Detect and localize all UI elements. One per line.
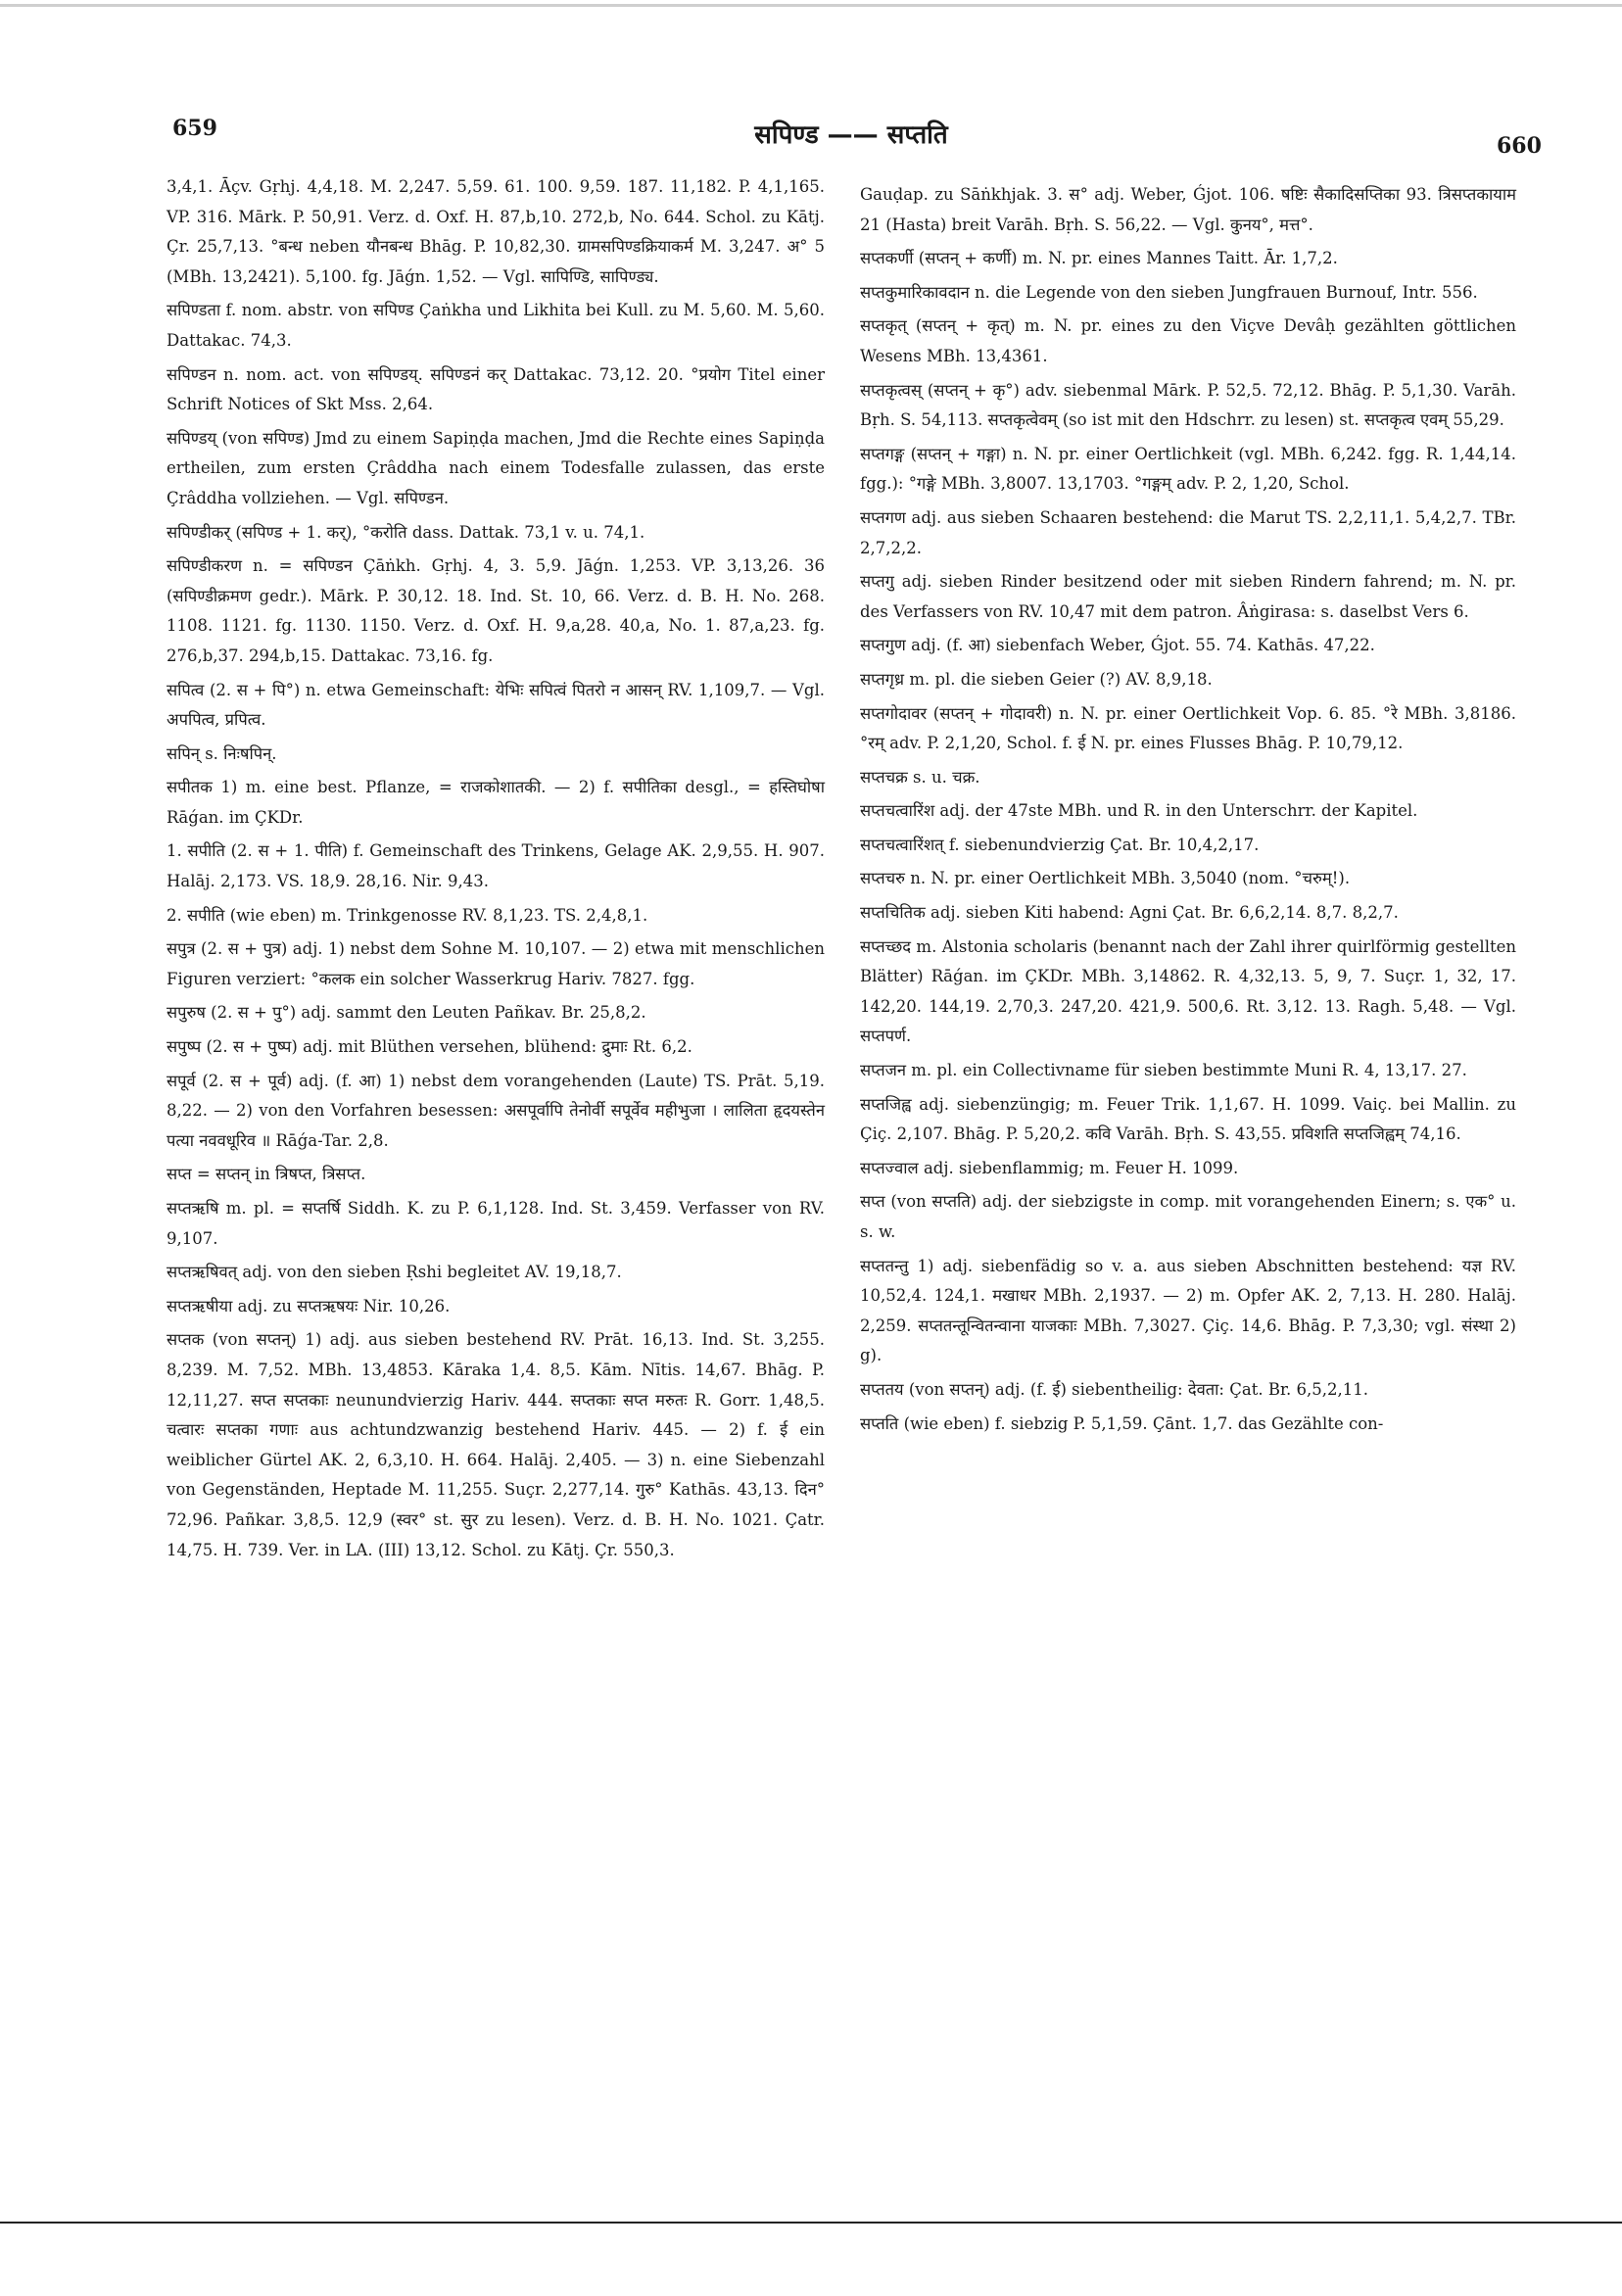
entry: सप्तगृध्र m. pl. die sieben Geier (?) AV. 8,9,18. (860, 669, 1213, 689)
entry: सपिण्डीकरण n. = सपिण्डन Çāṅkh. Gṛhj. 4, 3. 5,9. Jāǵn. 1,253. VP. 3,13,26. 36 (सपिण्डीक्रमण gedr.). Mārk. P. 30,12. 18. Ind. St. 10, 66. Verz. d. B. H. No. 268. 1108. 1121. fg. 1130. 1150. Verz. d. Oxf. H. 9,a,28. 40,a, No. 1. 87,a,23. fg. 276,b,37. 294,b,15. Dattakac. 73,16. fg. (167, 556, 825, 665)
entry: सप्तगु adj. sieben Rinder besitzend oder mit sieben Rindern fahrend; m. N. pr. des Verfassers von RV. 10,47 mit dem patron. Âṅgirasa: s. daselbst Vers 6. (860, 572, 1516, 621)
entry: सपिण्डन n. nom. act. von सपिण्डय्. सपिण्डनं कर् Dattakac. 73,12. 20. °प्रयोग Titel einer Schrift Notices of Skt Mss. 2,64. (167, 364, 825, 414)
entry: सप्तचत्वारिंश adj. der 47ste MBh. und R. in den Unterschrr. der Kapitel. (860, 801, 1418, 821)
top-rule (0, 4, 1622, 7)
entry: सप्तऋषिवत् adj. von den sieben Ṛshi begleitet AV. 19,18,7. (167, 1263, 622, 1282)
entry: सपिण्डीकर् (सपिण्ड + 1. कर्), °करोति dass. Dattak. 73,1 v. u. 74,1. (167, 522, 645, 542)
entry: 3,4,1. Āçv. Gṛhj. 4,4,18. M. 2,247. 5,59. 61. 100. 9,59. 187. 11,182. P. 4,1,165. VP. 316. Mārk. P. 50,91. Verz. d. Oxf. H. 87,b,10. 272,b, No. 644. Schol. zu Kātj. Çr. 25,7,13. °बन्ध neben यौनबन्ध Bhāg. P. 10,82,30. ग्रामसपिण्डक्रियाकर्म M. 3,247. अ° 5 (MBh. 13,2421). 5,100. fg. Jāǵn. 1,52. — Vgl. सापिण्डि, सापिण्ड्य. (167, 177, 825, 286)
entry: सप्तति (wie eben) f. siebzig P. 5,1,59. Çānt. 1,7. das Gezählte con- (860, 1413, 1384, 1433)
entry: सप्तगङ्ग (सप्तन् + गङ्गा) n. N. pr. einer Oertlichkeit (vgl. MBh. 6,242. fgg. R. 1,44,14. fgg.): °गङ्गे MBh. 3,8007. 13,1703. °गङ्गम् adv. P. 2, 1,20, Schol. (860, 444, 1516, 494)
entry: सप्तगुण adj. (f. आ) siebenfach Weber, Ǵjot. 55. 74. Kathās. 47,22. (860, 636, 1375, 655)
entry: सप्तचक्र s. u. चक्र. (860, 767, 980, 787)
entry: सप्तचत्वारिंशत् f. siebenundvierzig Çat. Br. 10,4,2,17. (860, 835, 1260, 854)
entry: सप्ततन्तु 1) adj. siebenfädig so v. a. aus sieben Abschnitten bestehend: यज्ञ RV. 10,52,4. 124,1. मखाधर MBh. 2,1937. — 2) m. Opfer AK. 2, 7,13. H. 280. Halāj. 2,259. सप्ततन्तून्वितन्वाना याजकाः MBh. 7,3027. Çiç. 14,6. Bhāg. P. 7,3,30; vgl. संस्था 2) g). (860, 1256, 1516, 1365)
left-column (167, 172, 825, 1569)
entry: सप्तकर्णी (सप्तन् + कर्णी) m. N. pr. eines Mannes Taitt. Ār. 1,7,2. (860, 249, 1338, 268)
entry: सप्तजिह्व adj. siebenzüngig; m. Feuer Trik. 1,1,67. H. 1099. Vaiç. bei Mallin. zu Çiç. 2,107. Bhāg. P. 5,20,2. कवि Varāh. Bṛh. S. 43,55. प्रविशति सप्तजिह्वम् 74,16. (860, 1094, 1516, 1144)
entry: सप्तज्वाल adj. siebenflammig; m. Feuer H. 1099. (860, 1158, 1239, 1177)
right-column (860, 180, 1516, 1443)
bottom-rule (0, 2222, 1622, 2224)
entry: सप्तऋषि m. pl. = सप्तर्षि Siddh. K. zu P. 6,1,128. Ind. St. 3,459. Verfasser von RV. 9,107. (167, 1199, 825, 1248)
entry: सप्तजन m. pl. ein Collectivname für sieben bestimmte Muni R. 4, 13,17. 27. (860, 1061, 1467, 1080)
entry: सप्तचितिक adj. sieben Kiti habend: Agni Çat. Br. 6,6,2,14. 8,7. 8,2,7. (860, 903, 1399, 923)
entry: सपुत्र (2. स + पुत्र) adj. 1) nebst dem Sohne M. 10,107. — 2) etwa mit menschlichen Figuren verziert: °कलक ein solcher Wasserkrug Hariv. 7827. fgg. (167, 939, 825, 988)
page-number-left: 659 (172, 116, 217, 141)
entry: सपित्व (2. स + पि°) n. etwa Gemeinschaft: येभिः सपित्वं पितरो न आसन् RV. 1,109,7. — Vgl. अपपित्व, प्रपित्व. (167, 680, 825, 730)
running-headwords: सपिण्ड —— सप्तति (754, 120, 948, 150)
entry: सपुरुष (2. स + पु°) adj. sammt den Leuten Pañkav. Br. 25,8,2. (167, 1003, 646, 1023)
entry: सपिण्डता f. nom. abstr. von सपिण्ड Çaṅkha und Likhita bei Kull. zu M. 5,60. M. 5,60. Dattakac. 74,3. (167, 301, 825, 350)
entry: सप्त = सप्तन् in त्रिषप्त, त्रिसप्त. (167, 1165, 366, 1184)
entry: सपिण्डय् (von सपिण्ड) Jmd zu einem Sapiṇḍa machen, Jmd die Rechte eines Sapiṇḍa ertheilen, zum ersten Çrâddha nach einem Todesfalle zulassen, das erste Çrâddha vollziehen. — Vgl. सपिण्डन. (167, 428, 825, 507)
page-number-right: 660 (1497, 133, 1542, 159)
entry: सपिन् s. निःषपिन्. (167, 743, 277, 763)
entry: 1. सपीति (2. स + 1. पीति) f. Gemeinschaft des Trinkens, Gelage AK. 2,9,55. H. 907. Halāj. 2,173. VS. 18,9. 28,16. Nir. 9,43. (167, 841, 825, 891)
entry: सप्तऋषीया adj. zu सप्तऋषयः Nir. 10,26. (167, 1296, 451, 1315)
entry: सप्ततय (von सप्तन्) adj. (f. ई) siebentheilig: देवता: Çat. Br. 6,5,2,11. (860, 1379, 1368, 1399)
entry: सपुष्प (2. स + पुष्प) adj. mit Blüthen versehen, blühend: द्रुमाः Rt. 6,2. (167, 1037, 692, 1057)
entry: सप्तगोदावर (सप्तन् + गोदावरी) n. N. pr. einer Oertlichkeit Vop. 6. 85. °रे MBh. 3,8186. °रम् adv. P. 2,1,20, Schol. f. ई N. pr. eines Flusses Bhāg. P. 10,79,12. (860, 703, 1516, 753)
entry: सप्त (von सप्तति) adj. der siebzigste in comp. mit vorangehenden Einern; s. एक° u. s. w. (860, 1192, 1516, 1241)
entry: सप्तगण adj. aus sieben Schaaren bestehend: die Marut TS. 2,2,11,1. 5,4,2,7. TBr. 2,7,2,2. (860, 507, 1516, 557)
entry: सप्तचरु n. N. pr. einer Oertlichkeit MBh. 3,5040 (nom. °चरुम्!). (860, 869, 1351, 888)
entry: सपूर्व (2. स + पूर्व) adj. (f. आ) 1) nebst dem vorangehenden (Laute) TS. Prāt. 5,19. 8,22. — 2) von den Vorfahren besessen: असपूर्वापि तेनोर्वी सपूर्वेव महीभुजा । लालिता हृदयस्तेन पत्या नववधूरिव ॥ Rāǵa-Tar. 2,8. (167, 1071, 825, 1150)
entry: सप्तच्छद m. Alstonia scholaris (benannt nach der Zahl ihrer quirlförmig gestellten Blätter) Rāǵan. im ÇKDr. MBh. 3,14862. R. 4,32,13. 5, 9, 7. Suçr. 1, 32, 17. 142,20. 144,19. 2,70,3. 247,20. 421,9. 500,6. Rt. 3,12. 13. Ragh. 5,48. — Vgl. सप्तपर्ण. (860, 936, 1516, 1046)
entry: Gauḍap. zu Sāṅkhjak. 3. स° adj. Weber, Ǵjot. 106. षष्टिः सैकादिसप्तिका 93. त्रिसप्तकायाम 21 (Hasta) breit Varāh. Bṛh. S. 56,22. — Vgl. कुनय°, मत्त°. (860, 185, 1516, 234)
entry: सपीतक 1) m. eine best. Pflanze, = राजकोशातकी. — 2) f. सपीतिका desgl., = हस्तिघोषा Rāǵan. im ÇKDr. (167, 778, 825, 827)
entry: सप्तकृत् (सप्तन् + कृत्) m. N. pr. eines zu den Viçve Devâḥ gezählten göttlichen Wesens MBh. 13,4361. (860, 316, 1516, 365)
entry: सप्तकृत्वस् (सप्तन् + कृ°) adv. siebenmal Mārk. P. 52,5. 72,12. Bhāg. P. 5,1,30. Varāh. Bṛh. S. 54,113. सप्तकृत्वेवम् (so ist mit den Hdschrr. zu lesen) st. सप्तकृत्व एवम् 55,29. (860, 380, 1516, 430)
entry: सप्तक (von सप्तन्) 1) adj. aus sieben bestehend RV. Prāt. 16,13. Ind. St. 3,255. 8,239. M. 7,52. MBh. 13,4853. Kāraka 1,4. 8,5. Kām. Nītis. 14,67. Bhāg. P. 12,11,27. सप्त सप्तकाः neunundvierzig Hariv. 444. सप्तकाः सप्त मरुतः R. Gorr. 1,48,5. चत्वारः सप्तका गणाः aus achtundzwanzig bestehend Hariv. 445. — 2) f. ई ein weiblicher Gürtel AK. 2, 6,3,10. H. 664. Halāj. 2,405. — 3) n. eine Siebenzahl von Gegenständen, Heptade M. 11,255. Suçr. 2,277,14. गुरु° Kathās. 43,13. दिन° 72,96. Pañkar. 3,8,5. 12,9 (स्वर° st. सुर zu lesen). Verz. d. B. H. No. 1021. Çatr. 14,75. H. 739. Ver. in LA. (III) 13,12. Schol. zu Kātj. Çr. 550,3. (167, 1330, 825, 1559)
entry: सप्तकुमारिकावदान n. die Legende von den sieben Jungfrauen Burnouf, Intr. 556. (860, 282, 1478, 302)
entry: 2. सपीति (wie eben) m. Trinkgenosse RV. 8,1,23. TS. 2,4,8,1. (167, 905, 648, 925)
